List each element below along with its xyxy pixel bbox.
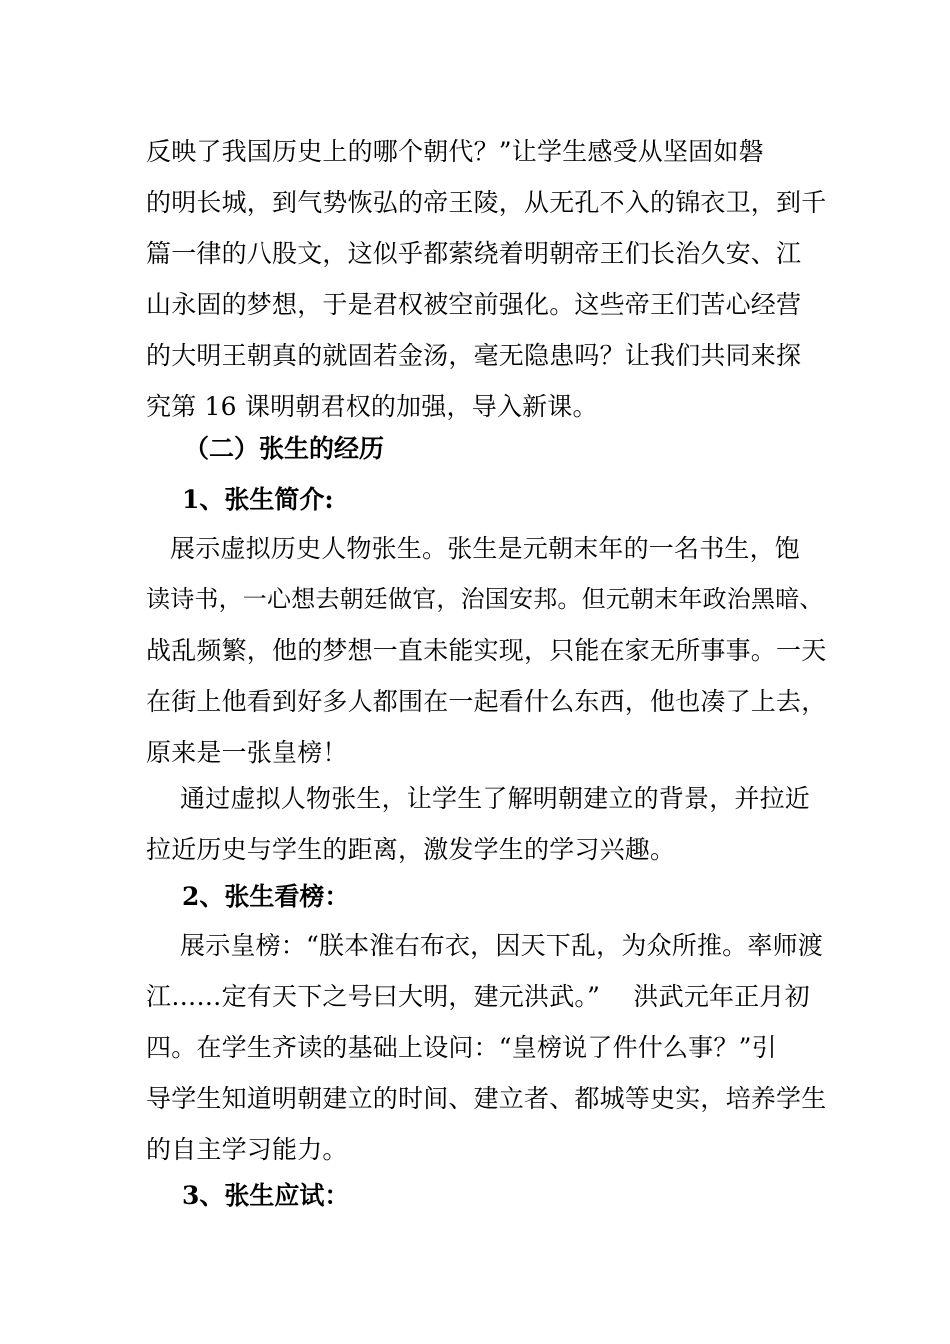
- sub1-p2-line-1: 通过虚拟人物张生，让学生了解明朝建立的背景，并拉近: [180, 784, 811, 813]
- sub2-line-4: 导学生知道明朝建立的时间、建立者、都城等史实，培养学生: [146, 1084, 827, 1113]
- sub1-p2-line-2: 拉近历史与学生的距离，激发学生的学习兴趣。: [146, 835, 676, 864]
- sub2-paragraph: [146, 920, 826, 1175]
- sub2-line-3: 四。在学生齐读的基础上设问：“皇榜说了件什么事？”引: [146, 1033, 777, 1062]
- intro-line-3: 篇一律的八股文，这似乎都萦绕着明朝帝王们长治久安、江: [146, 239, 802, 268]
- sub1-p1-line-4: 在街上他看到好多人都围在一起看什么东西，他也凑了上去，: [146, 687, 827, 716]
- sub1-p1-line-5: 原来是一张皇榜！: [146, 738, 348, 767]
- subheading-3: 3、张生应试：: [182, 1181, 350, 1210]
- section-heading: （二）张生的经历: [184, 434, 385, 463]
- sub2-line-1: 展示皇榜：“朕本淮右布衣，因天下乱，为众所推。率师渡: [180, 931, 823, 960]
- sub1-p1-line-3: 战乱频繁，他的梦想一直未能实现，只能在家无所事事。一天: [146, 636, 827, 665]
- intro-line-2: 的明长城，到气势恢弘的帝王陵，从无孔不入的锦衣卫，到千: [146, 188, 827, 217]
- sub1-p1-line-2: 读诗书，一心想去朝廷做官，治国安邦。但元朝末年政治黑暗、: [146, 585, 824, 613]
- intro-line-5: 的大明王朝真的就固若金汤，毫无隐患吗？让我们共同来探: [146, 341, 802, 370]
- subheading-2: 2、张生看榜：: [182, 882, 350, 911]
- subheading-1: 1、张生简介:: [182, 485, 334, 514]
- sub1-paragraph-2: [146, 773, 826, 875]
- sub1-paragraph-1: [146, 523, 826, 778]
- sub2-line-5: 的自主学习能力。: [146, 1135, 348, 1164]
- intro-line-1: 反映了我国历史上的哪个朝代？”让学生感受从坚固如磐: [146, 137, 764, 166]
- sub1-p1-line-1: 展示虚拟历史人物张生。张生是元朝末年的一名书生，饱: [170, 534, 801, 563]
- intro-line-4: 山永固的梦想，于是君权被空前强化。这些帝王们苦心经营: [146, 290, 802, 319]
- intro-line-6: 究第 16 课明朝君权的加强，导入新课。: [146, 392, 598, 421]
- sub2-line-2: 江……定有天下之号曰大明，建元洪武。” 洪武元年正月初: [146, 982, 810, 1011]
- intro-paragraph: [146, 126, 826, 432]
